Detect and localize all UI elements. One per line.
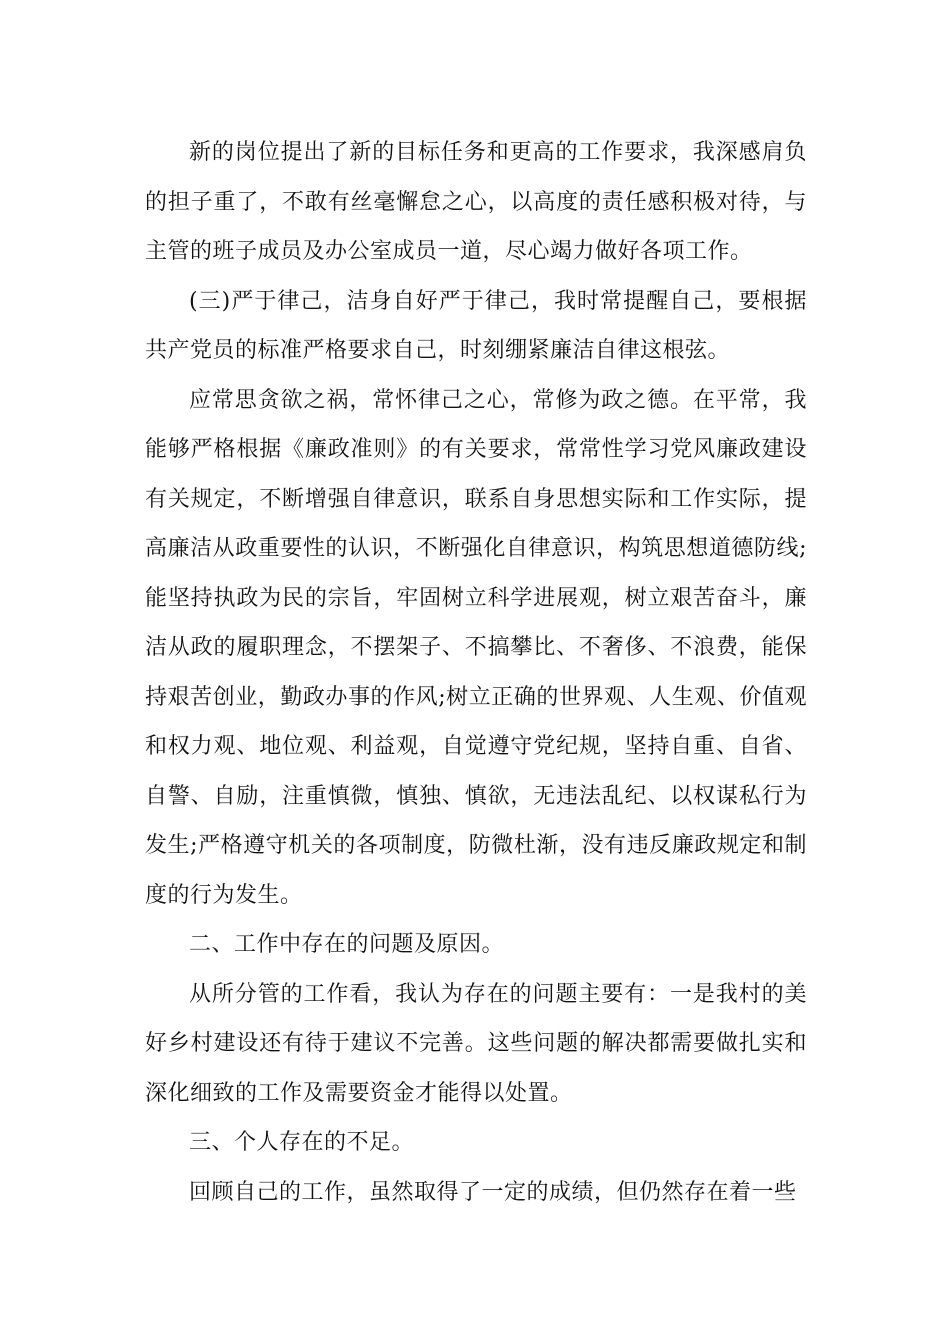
paragraph-review: 回顾自己的工作，虽然取得了一定的成绩，但仍然存在着一些 <box>189 1179 797 1205</box>
paragraph-integrity: 应常思贪欲之祸，常怀律己之心，常修为政之德。在平常，我能够严格根据《廉政准则》的有关要求，常常性学习党风廉政建设有关规定，不断增强自律意识，联系自身思想实际和工作实际，提高廉洁从政重要性的认识，不断强化自律意识，构筑思想道德防线;能坚持执政为民的宗旨，牢固树立科学进展观，树立艰苦奋斗，廉洁从政的履职理念，不摆架子、不搞攀比、不奢侈、不浪费，能保持艰苦创业，勤政办事的作风;树立正确的世界观、人生观、价值观和权力观、地位观、利益观，自觉遵守党纪规，坚持自重、自省、自警、自励，注重慎微，慎独、慎欲，无违法乱纪、以权谋私行为发生;严格遵守机关的各项制度，防微杜渐，没有违反廉政规定和制度的行为发生。 <box>145 387 807 908</box>
section-heading-shortcomings: 三、个人存在的不足。 <box>189 1130 415 1155</box>
section-heading-problems: 二、工作中存在的问题及原因。 <box>189 932 505 957</box>
paragraph-new-position: 新的岗位提出了新的目标任务和更高的工作要求，我深感肩负的担子重了，不敢有丝毫懈怠之心，以高度的责任感积极对待，与主管的班子成员及办公室成员一道，尽心竭力做好各项工作。 <box>145 140 807 264</box>
paragraph-self-discipline: (三)严于律己，洁身自好严于律己，我时常提醒自己，要根据共产党员的标准严格要求自己，时刻绷紧廉洁自律这根弦。 <box>145 288 807 363</box>
document-body <box>145 128 807 1217</box>
paragraph-problems: 从所分管的工作看，我认为存在的问题主要有：一是我村的美好乡村建设还有待于建议不完善。这些问题的解决都需要做扎实和深化细致的工作及需要资金才能得以处置。 <box>145 981 807 1106</box>
